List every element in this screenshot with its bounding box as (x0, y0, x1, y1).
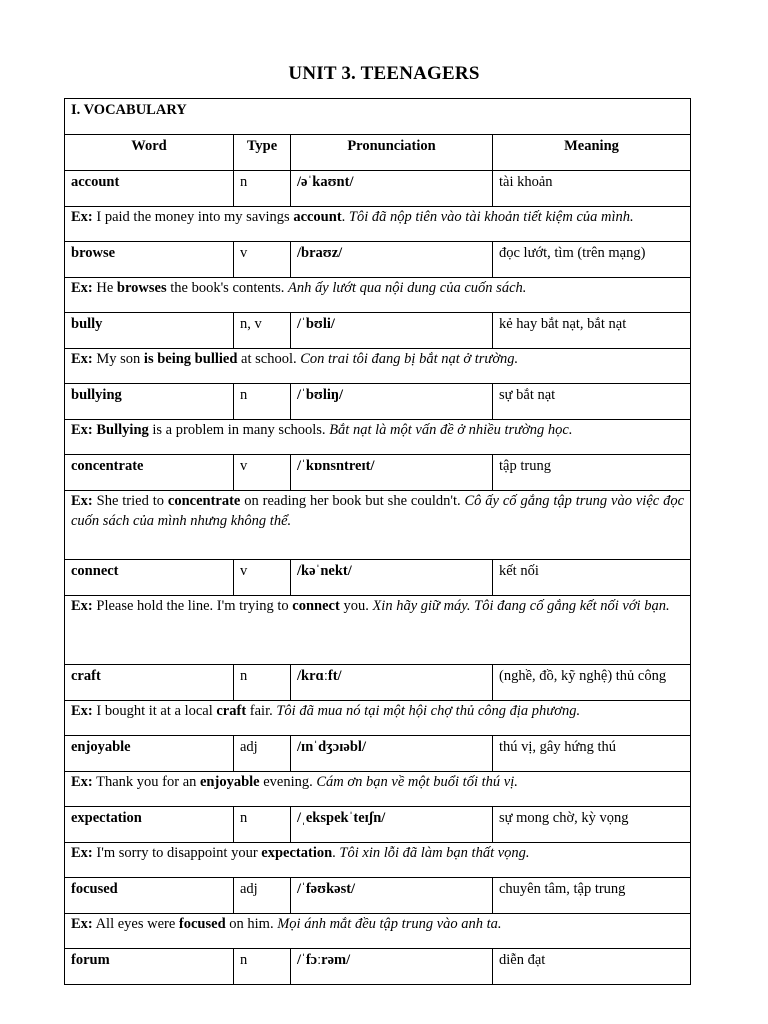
example-keyword: connect (292, 598, 340, 614)
pronunciation-cell: /ɪnˈdʒɔɪəbl/ (291, 736, 493, 772)
example-label: Ex: (71, 845, 93, 861)
word-row (65, 384, 691, 420)
pronunciation-cell: /əˈkaʊnt/ (291, 171, 493, 207)
word-row (65, 807, 691, 843)
example-label: Ex: (71, 280, 93, 296)
meaning-cell: chuyên tâm, tập trung (493, 878, 691, 914)
meaning-cell: kẻ hay bắt nạt, bắt nạt (493, 313, 691, 349)
word-row (65, 878, 691, 914)
example-row (65, 420, 691, 455)
word-cell: focused (65, 878, 234, 914)
meaning-cell: sự bắt nạt (493, 384, 691, 420)
type-cell: adj (234, 736, 291, 772)
example-keyword: account (293, 209, 342, 225)
type-cell: v (234, 560, 291, 596)
meaning-cell: (nghề, đồ, kỹ nghệ) thủ công (493, 665, 691, 701)
example-cell: Ex: She tried to concentrate on reading her book but she couldn't. Cô ấy cố gắng tập trung vào việc đọc cuốn sách của mình nhưng không thể. (65, 491, 691, 560)
word-cell: enjoyable (65, 736, 234, 772)
meaning-cell: kết nối (493, 560, 691, 596)
example-label: Ex: (71, 598, 93, 614)
word-row (65, 242, 691, 278)
pronunciation-cell: /ˈfəʊkəst/ (291, 878, 493, 914)
example-cell: Ex: He browses the book's contents. Anh ấy lướt qua nội dung của cuốn sách. (65, 278, 691, 313)
example-translation: Cám ơn bạn về một buổi tối thú vị. (316, 774, 518, 790)
word-cell: account (65, 171, 234, 207)
type-cell: n (234, 807, 291, 843)
word-row (65, 560, 691, 596)
pronunciation-cell: /ˈfɔːrəm/ (291, 949, 493, 985)
example-cell: Ex: My son is being bullied at school. Con trai tôi đang bị bắt nạt ở trường. (65, 349, 691, 384)
example-cell: Ex: I'm sorry to disappoint your expectation. Tôi xin lỗi đã làm bạn thất vọng. (65, 843, 691, 878)
word-cell: expectation (65, 807, 234, 843)
word-cell: bully (65, 313, 234, 349)
example-label: Ex: (71, 774, 93, 790)
word-row (65, 313, 691, 349)
pronunciation-cell: /braʊz/ (291, 242, 493, 278)
example-translation: Con trai tôi đang bị bắt nạt ở trường. (300, 351, 519, 367)
type-cell: v (234, 455, 291, 491)
meaning-cell: tập trung (493, 455, 691, 491)
type-cell: n (234, 384, 291, 420)
word-row (65, 736, 691, 772)
type-cell: v (234, 242, 291, 278)
pronunciation-cell: /ˈkɒnsntreɪt/ (291, 455, 493, 491)
section-row (65, 99, 691, 135)
header-row (65, 135, 691, 171)
example-row (65, 843, 691, 878)
column-header-word: Word (65, 135, 234, 171)
pronunciation-cell: /krɑːft/ (291, 665, 493, 701)
example-label: Ex: (71, 351, 93, 367)
example-keyword: craft (216, 703, 247, 719)
word-cell: bullying (65, 384, 234, 420)
example-translation: Bắt nạt là một vấn đề ở nhiều trường học. (329, 422, 573, 438)
example-cell: Ex: I paid the money into my savings account. Tôi đã nộp tiên vào tài khoản tiết kiệm của mình. (65, 207, 691, 242)
example-row (65, 349, 691, 384)
column-header-pronunciation: Pronunciation (291, 135, 493, 171)
example-row (65, 207, 691, 242)
pronunciation-cell: /kəˈnekt/ (291, 560, 493, 596)
type-cell: n (234, 665, 291, 701)
column-header-type: Type (234, 135, 291, 171)
pronunciation-cell: /ˈbʊliŋ/ (291, 384, 493, 420)
page-title: UNIT 3. TEENAGERS (288, 63, 480, 84)
type-cell: n (234, 171, 291, 207)
example-cell: Ex: Thank you for an enjoyable evening. Cám ơn bạn về một buổi tối thú vị. (65, 772, 691, 807)
word-row (65, 949, 691, 985)
column-header-meaning: Meaning (493, 135, 691, 171)
example-translation: Mọi ánh mắt đều tập trung vào anh ta. (277, 916, 502, 932)
word-cell: concentrate (65, 455, 234, 491)
example-cell: Ex: All eyes were focused on him. Mọi ánh mắt đều tập trung vào anh ta. (65, 914, 691, 949)
meaning-cell: tài khoản (493, 171, 691, 207)
type-cell: n (234, 949, 291, 985)
example-row (65, 914, 691, 949)
example-keyword: concentrate (167, 493, 241, 509)
example-cell: Ex: Please hold the line. I'm trying to connect you. Xin hãy giữ máy. Tôi đang cố gắng kết nối với bạn. (65, 596, 691, 665)
example-translation: Anh ấy lướt qua nội dung của cuốn sách. (288, 280, 527, 296)
example-row (65, 701, 691, 736)
example-keyword: enjoyable (200, 774, 260, 790)
example-keyword: Bullying (96, 422, 149, 438)
word-row (65, 455, 691, 491)
meaning-cell: đọc lướt, tìm (trên mạng) (493, 242, 691, 278)
example-keyword: browses (116, 280, 167, 296)
meaning-cell: diễn đạt (493, 949, 691, 985)
example-label: Ex: (71, 916, 93, 932)
meaning-cell: thú vị, gây hứng thú (493, 736, 691, 772)
word-row (65, 171, 691, 207)
example-label: Ex: (71, 422, 93, 438)
example-translation: Xin hãy giữ máy. Tôi đang cố gắng kết nối với bạn. (372, 598, 670, 614)
word-cell: forum (65, 949, 234, 985)
example-row (65, 278, 691, 313)
example-keyword: is being bullied (143, 351, 238, 367)
pronunciation-cell: /ˈbʊli/ (291, 313, 493, 349)
pronunciation-cell: /ˌekspekˈteɪʃn/ (291, 807, 493, 843)
section-heading: I. VOCABULARY (65, 99, 691, 135)
vocabulary-table (64, 98, 691, 985)
example-row (65, 772, 691, 807)
example-row (65, 596, 691, 665)
example-row (65, 491, 691, 560)
example-keyword: expectation (261, 845, 333, 861)
word-cell: browse (65, 242, 234, 278)
example-label: Ex: (71, 209, 93, 225)
type-cell: adj (234, 878, 291, 914)
word-cell: craft (65, 665, 234, 701)
example-cell: Ex: I bought it at a local craft fair. Tôi đã mua nó tại một hội chợ thủ công địa phương. (65, 701, 691, 736)
type-cell: n, v (234, 313, 291, 349)
word-row (65, 665, 691, 701)
word-cell: connect (65, 560, 234, 596)
example-translation: Tôi đã mua nó tại một hội chợ thủ công địa phương. (276, 703, 581, 719)
example-translation: Tôi xin lỗi đã làm bạn thất vọng. (339, 845, 530, 861)
meaning-cell: sự mong chờ, kỳ vọng (493, 807, 691, 843)
example-translation: Cô ấy cố gắng tập trung vào việc đọc cuốn sách của mình nhưng không thể. (71, 493, 685, 529)
example-keyword: focused (178, 916, 226, 932)
example-translation: Tôi đã nộp tiên vào tài khoản tiết kiệm của mình. (348, 209, 634, 225)
example-cell: Ex: Bullying is a problem in many schools. Bắt nạt là một vấn đề ở nhiều trường học. (65, 420, 691, 455)
example-label: Ex: (71, 493, 93, 509)
example-label: Ex: (71, 703, 93, 719)
